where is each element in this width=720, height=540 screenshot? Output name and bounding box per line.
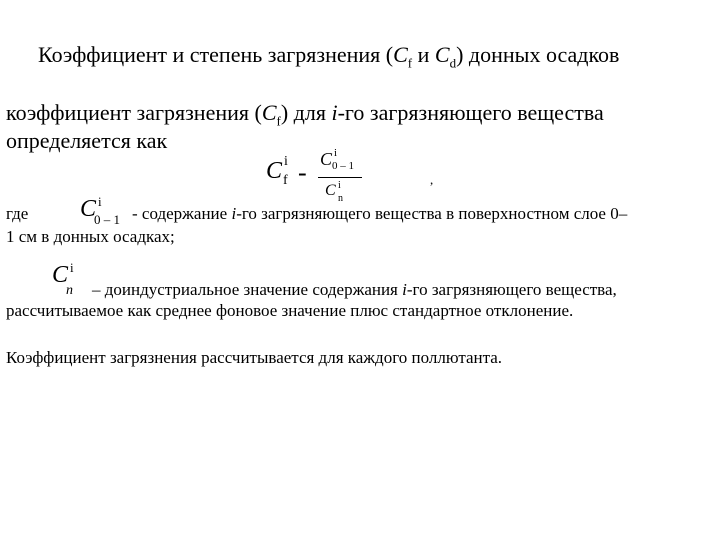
intro-line-2: определяется как <box>6 128 168 153</box>
intro-suffix: -го загрязняющего вещества <box>337 100 604 125</box>
where-c-sup: i <box>98 194 102 209</box>
cn-line-2: рассчитываемое как среднее фоновое значение плюс стандартное отклонение. <box>6 301 574 320</box>
formula-den-sup: i <box>338 180 341 191</box>
title-c2-sub: d <box>449 55 457 71</box>
where-c: C <box>80 196 97 222</box>
formula-num-c: C <box>320 149 333 169</box>
cn-c-sub: n <box>66 283 73 298</box>
formula-lhs-sub: f <box>283 173 288 188</box>
where-desc-prefix: - содержание <box>132 204 232 223</box>
cn-c: C <box>52 262 69 288</box>
intro-mid: ) для <box>280 100 332 125</box>
formula-fraction-bar <box>318 177 362 178</box>
title-c2: C <box>434 42 450 67</box>
cn-desc-suffix: -го загрязняющего вещества, <box>406 280 617 299</box>
footer-sentence: Коэффициент загрязнения рассчитывается для каждого поллютанта. <box>6 348 503 367</box>
where-c-sub: 0 – 1 <box>94 212 120 227</box>
title-c1-sub: f <box>407 55 413 71</box>
cn-description <box>92 280 617 300</box>
intro-c-sub: f <box>276 113 281 129</box>
formula-lhs-c: C <box>266 158 283 184</box>
title-suffix: ) донных осадков <box>456 42 620 67</box>
formula-num-sup: i <box>334 147 338 159</box>
formula-comma: , <box>430 172 434 187</box>
title-mid: и <box>412 42 435 67</box>
intro-i: i <box>331 100 338 125</box>
title-c1: C <box>393 42 408 67</box>
cn-desc-i: i <box>402 280 407 299</box>
where-line-2: 1 см в донных осадках; <box>6 227 175 246</box>
formula-den-sub: n <box>338 193 343 204</box>
intro-line-1 <box>6 100 604 129</box>
formula-lhs-sup: i <box>284 154 288 169</box>
where-desc-suffix: -го загрязняющего вещества в поверхностном слое 0– <box>236 204 628 223</box>
where-desc-i: i <box>231 204 237 223</box>
slide-title <box>38 42 619 71</box>
where-description <box>132 204 627 224</box>
cn-c-sup: i <box>70 260 74 275</box>
intro-prefix: коэффициент загрязнения ( <box>6 100 262 125</box>
cn-desc-prefix: – доиндустриальное значение содержания <box>92 280 403 299</box>
formula-num-sub: 0 – 1 <box>332 160 354 172</box>
where-word: где <box>6 204 29 223</box>
title-prefix: Коэффициент и степень загрязнения ( <box>38 42 394 67</box>
intro-c: C <box>261 100 277 125</box>
formula-den-c: C <box>325 182 336 199</box>
formula-equals: - <box>298 158 307 187</box>
